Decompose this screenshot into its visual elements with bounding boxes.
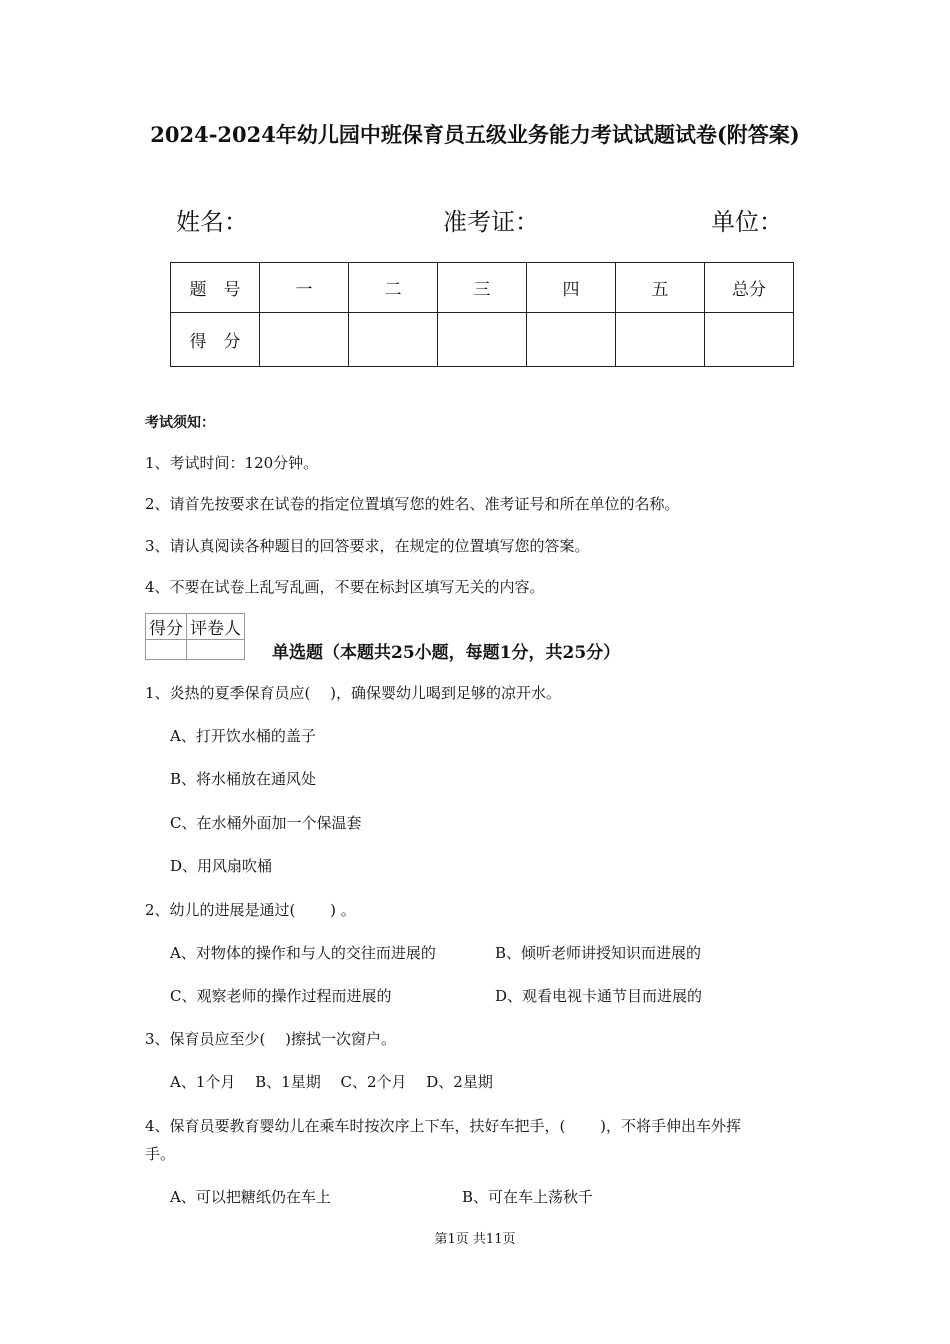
notice-item: 1、考试时间：120分钟。	[145, 454, 319, 472]
option-a: A、对物体的操作和与人的交往而进展的	[170, 944, 436, 962]
score-header-cell: 五	[616, 263, 705, 313]
question-stem: 2、幼儿的进展是通过( ) 。	[145, 901, 356, 919]
option-c: C、在水桶外面加一个保温套	[170, 814, 362, 832]
question-stem: 1、炎热的夏季保育员应( )，确保婴幼儿喝到足够的凉开水。	[145, 684, 562, 702]
exam-number-field-label: 准考证：	[443, 208, 539, 236]
score-cell[interactable]	[349, 313, 438, 367]
option-c: C、观察老师的操作过程而进展的	[170, 987, 392, 1005]
score-header-cell: 二	[349, 263, 438, 313]
option-b: B、可在车上荡秋千	[462, 1188, 594, 1206]
grader-name-label: 评卷人	[187, 614, 245, 640]
score-cell[interactable]	[705, 313, 794, 367]
grader-box	[145, 613, 245, 660]
notice-item: 4、不要在试卷上乱写乱画，不要在标封区填写无关的内容。	[145, 578, 545, 596]
score-cell[interactable]	[260, 313, 349, 367]
score-header-cell: 三	[438, 263, 527, 313]
score-header-cell: 四	[527, 263, 616, 313]
question-stem: 3、保育员应至少( )擦拭一次窗户。	[145, 1030, 397, 1048]
question-stem: 4、保育员要教育婴幼儿在乘车时按次序上下车，扶好车把手，( )，不将手伸出车外挥	[145, 1117, 742, 1135]
option-a: A、可以把糖纸仍在车上	[170, 1188, 331, 1206]
name-field-label: 姓名：	[176, 208, 248, 236]
grader-name-cell[interactable]	[187, 640, 245, 660]
score-table-score-row	[171, 313, 794, 367]
score-cell[interactable]	[616, 313, 705, 367]
score-row-label: 得 分	[171, 313, 260, 367]
unit-field-label: 单位：	[711, 208, 783, 236]
document-title: 2024-2024年幼儿园中班保育员五级业务能力考试试题试卷(附答案)	[150, 122, 800, 147]
score-table-header-row	[171, 263, 794, 313]
notice-item: 3、请认真阅读各种题目的回答要求，在规定的位置填写您的答案。	[145, 537, 590, 555]
option-b: B、倾听老师讲授知识而进展的	[495, 944, 702, 962]
inline-options: A、1个月 B、1星期 C、2个月 D、2星期	[170, 1073, 493, 1091]
notice-heading: 考试须知：	[145, 415, 215, 431]
score-table	[170, 262, 794, 367]
score-header-cell: 一	[260, 263, 349, 313]
notice-item: 2、请首先按要求在试卷的指定位置填写您的姓名、准考证号和所在单位的名称。	[145, 495, 680, 513]
section-title: 单选题（本题共25小题，每题1分，共25分）	[272, 643, 621, 663]
score-cell[interactable]	[527, 313, 616, 367]
score-cell[interactable]	[438, 313, 527, 367]
page-footer: 第1页 共11页	[434, 1232, 516, 1247]
option-b: B、将水桶放在通风处	[170, 770, 317, 788]
option-d: D、观看电视卡通节目而进展的	[495, 987, 703, 1005]
score-header-cell: 题 号	[171, 263, 260, 313]
option-a: A、打开饮水桶的盖子	[170, 727, 316, 745]
score-header-cell: 总分	[705, 263, 794, 313]
grader-score-label: 得分	[146, 614, 187, 640]
grader-score-cell[interactable]	[146, 640, 187, 660]
option-d: D、用风扇吹桶	[170, 857, 273, 875]
question-stem-continued: 手。	[145, 1145, 176, 1163]
